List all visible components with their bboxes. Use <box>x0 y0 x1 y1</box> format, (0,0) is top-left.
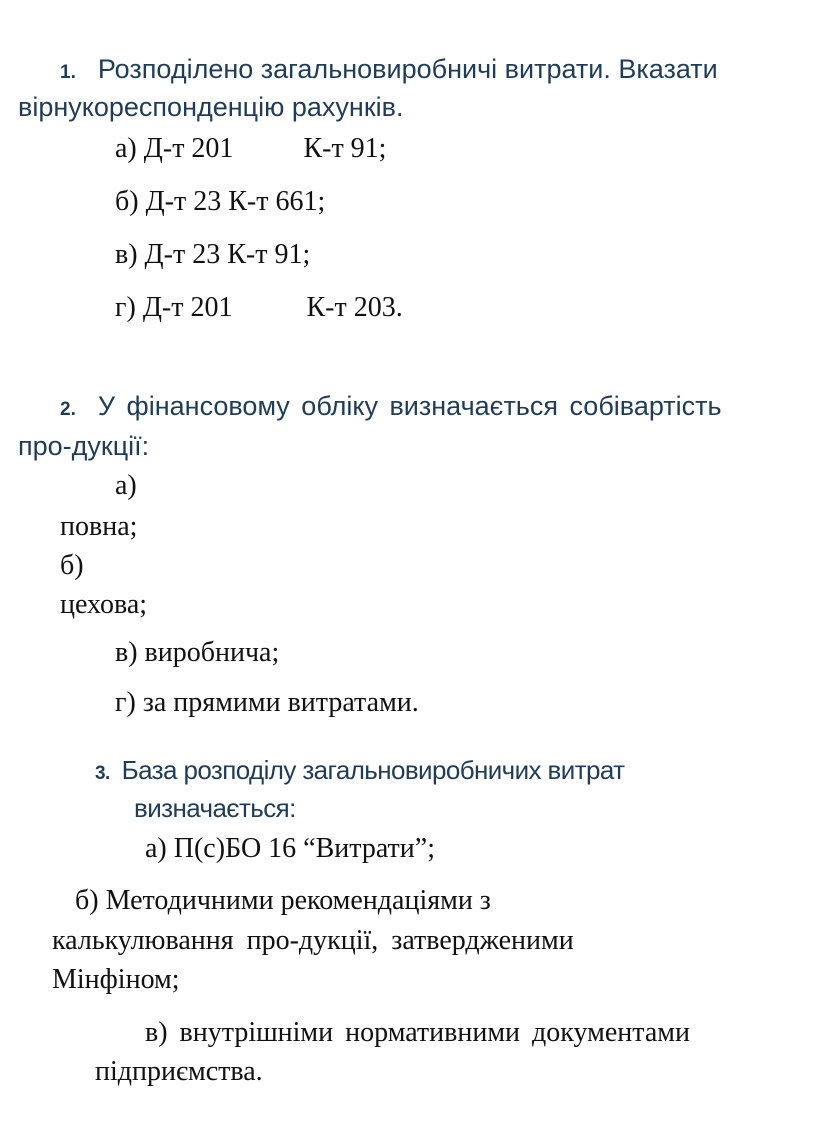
option-text: виробнича; <box>144 637 280 668</box>
option-label: г) <box>115 687 136 718</box>
question-2-text-line-1: У фінансовому обліку визначається собівартість <box>97 391 722 421</box>
option-debit: Д-т 201 <box>143 133 234 164</box>
question-3-option-c-line-1 <box>145 1014 690 1052</box>
option-text: за прямими витратами. <box>142 687 419 718</box>
question-1-line-2: вірнукореспонденцію рахунків. <box>18 92 404 122</box>
question-3-option-b-line-2: калькулювання про-дукції, затвердженими <box>52 925 574 956</box>
option-credit: К-т 91; <box>303 133 387 164</box>
option-label: а) <box>145 833 167 864</box>
question-1-number: 1. <box>60 62 76 83</box>
option-debit: Д-т 201 <box>142 292 233 323</box>
question-2-number: 2. <box>60 399 76 420</box>
question-1-option-b <box>115 183 325 221</box>
option-text-line-1: Методичними рекомендаціями з <box>105 885 491 916</box>
option-debit: Д-т 23 <box>144 239 221 270</box>
option-label: в) <box>145 1017 168 1048</box>
question-2-option-b-label: б) <box>60 550 84 581</box>
question-2-option-a-text: повна; <box>60 511 138 542</box>
question-3-option-b-line-1 <box>75 882 491 920</box>
option-credit: К-т 91; <box>227 239 311 270</box>
question-2-line-2: про-дукції: <box>18 431 150 461</box>
question-1-option-c <box>115 236 310 274</box>
question-3-line-1 <box>95 751 624 793</box>
question-3-text-line-1: База розподілу загальновиробничих витрат <box>121 755 625 785</box>
option-credit: К-т 203. <box>306 292 403 323</box>
question-3-option-a <box>145 830 435 868</box>
option-text: П(с)БО 16 “Витрати”; <box>173 833 435 864</box>
question-3-number: 3. <box>95 763 110 784</box>
question-2-line-1 <box>60 387 722 429</box>
option-label: в) <box>115 239 138 270</box>
question-1-text-line-1: Розподілено загальновиробничі витрати. Вказати <box>97 54 718 84</box>
option-label: б) <box>75 885 99 916</box>
question-2-option-d <box>115 684 419 722</box>
option-label: г) <box>115 292 136 323</box>
option-label: б) <box>115 186 139 217</box>
option-label: а) <box>115 133 137 164</box>
option-debit: Д-т 23 <box>145 186 222 217</box>
question-2-option-a-label: а) <box>115 470 137 501</box>
option-text-line-1: внутрішніми нормативними документами <box>179 1017 690 1048</box>
question-2-option-c <box>115 634 279 672</box>
question-1-line-1 <box>60 50 718 92</box>
question-3-option-b-line-3: Мінфіном; <box>52 964 180 995</box>
option-label: в) <box>115 637 138 668</box>
option-credit: К-т 661; <box>228 186 326 217</box>
question-1-option-a <box>115 130 386 168</box>
question-3-option-c-line-2: підприємства. <box>95 1056 263 1087</box>
question-3-line-2: визначається: <box>134 793 296 823</box>
question-2-option-b-text: цехова; <box>60 589 148 620</box>
question-1-option-d <box>115 289 403 327</box>
